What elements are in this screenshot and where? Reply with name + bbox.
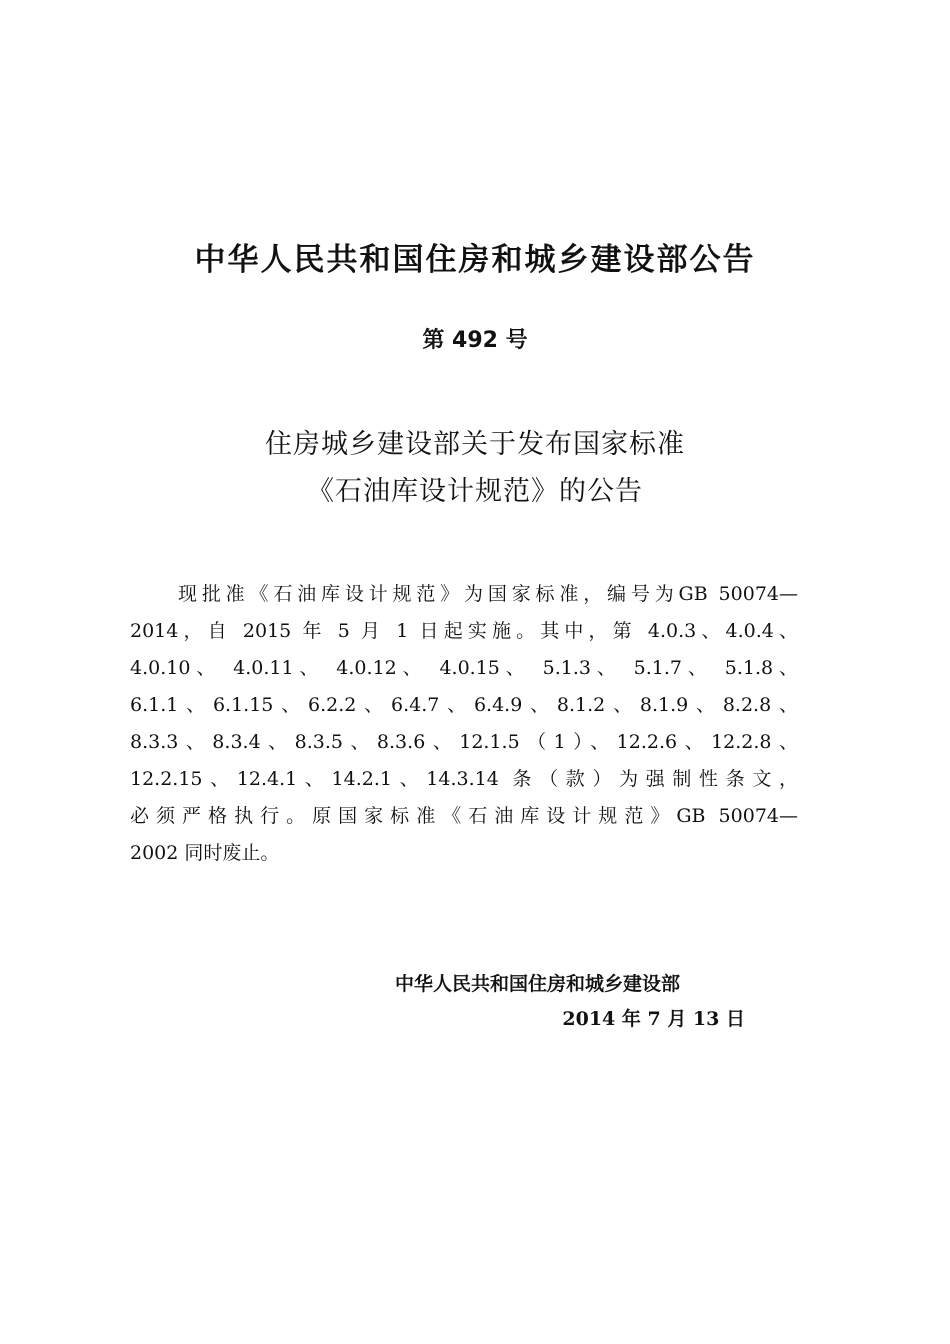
notice-subtitle-line-1: 住房城乡建设部关于发布国家标准	[265, 429, 685, 460]
body-line: 2014，自 2015 年 5 月 1 日起实施。其中，第 4.0.3、4.0.4、	[130, 620, 798, 642]
body-line: 4.0.10、 4.0.11、 4.0.12、 4.0.15、 5.1.3、 5.1.7、 5.1.8、	[130, 657, 798, 679]
body-line: 2002 同时废止。	[130, 842, 280, 864]
body-line: 12.2.15、12.4.1、14.2.1、14.3.14 条（款）为强制性条文，	[130, 768, 798, 790]
signing-date: 2014 年 7 月 13 日	[562, 1008, 745, 1030]
notice-subtitle-line-2: 《石油库设计规范》的公告	[307, 476, 643, 507]
body-line: 现批准《石油库设计规范》为国家标准，编号为GB 50074—	[178, 583, 798, 605]
signing-organization: 中华人民共和国住房和城乡建设部	[395, 973, 681, 995]
body-line: 8.3.3、8.3.4、8.3.5、8.3.6、12.1.5（1）、12.2.6、12.2.8、	[130, 731, 798, 753]
body-line: 6.1.1、6.1.15、6.2.2、6.4.7、6.4.9、8.1.2、8.1.9、8.2.8、	[130, 694, 798, 716]
body-line: 必须严格执行。原国家标准《石油库设计规范》GB 50074—	[130, 805, 798, 827]
issuing-authority-title: 中华人民共和国住房和城乡建设部公告	[194, 242, 756, 278]
notice-number: 第 492 号	[422, 328, 528, 353]
